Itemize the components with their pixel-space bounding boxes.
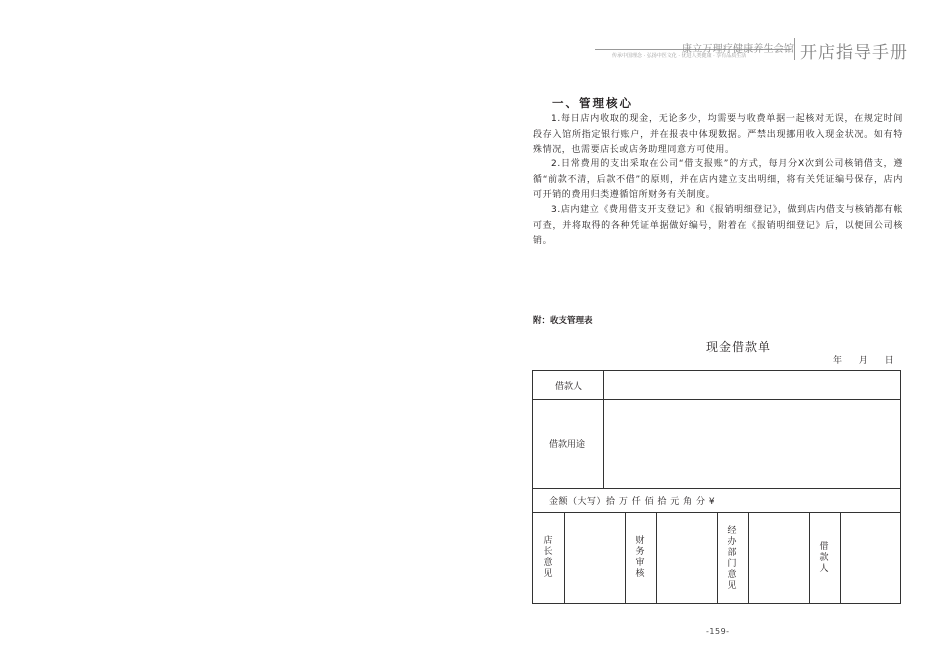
page-number: -159-	[706, 627, 730, 636]
borrower-sign-label: 借款人	[819, 542, 829, 574]
finance-review-label: 财务审核	[635, 536, 645, 579]
date-day-label: 日	[884, 356, 894, 366]
header-separator	[794, 38, 795, 60]
col-divider	[809, 512, 810, 604]
section-heading: 一、管理核心	[552, 96, 633, 110]
header-title: 开店指导手册	[800, 43, 908, 63]
col-divider	[717, 512, 718, 604]
paragraph-1: 1.每日店内收取的现金，无论多少，均需要与收费单据一起核对无误，在规定时间段存入馆所指定银行账户，并在报表中体现数据。严禁出现挪用收入现金状况。如有特殊情况，也需要店长或店务助理同意方可使用。	[533, 114, 903, 155]
date-month-label: 月	[858, 356, 868, 366]
form-title: 现金借款单	[706, 340, 772, 354]
purpose-field[interactable]	[604, 400, 900, 488]
purpose-label: 借款用途	[549, 440, 586, 450]
loan-form-table	[532, 370, 901, 604]
date-year-label: 年	[833, 356, 843, 366]
header-brand: 康立万理疗健康养生会馆	[682, 44, 795, 55]
borrower-field[interactable]	[604, 371, 900, 399]
form-date	[833, 353, 894, 366]
col-divider	[564, 512, 565, 604]
col-divider	[656, 512, 657, 604]
paragraph-3: 3.店内建立《费用借支开支登记》和《报销明细登记》，做到店内借支与核销都有帐可查，并将取得的各种凭证单据做好编号，附着在《报销明细登记》后，以便回公司核销。	[533, 205, 903, 246]
appendix-label: 附：收支管理表	[533, 316, 593, 326]
row-divider	[533, 488, 900, 489]
borrower-label: 借款人	[555, 382, 583, 392]
amount-label: 金额（大写）拾 万 仟 佰 拾 元 角 分 ¥	[549, 497, 716, 507]
header-slogan: 传承中国理念 · 弘扬中医文化 · 优进人类健康 · 享有品质生活	[612, 53, 747, 59]
col-divider	[625, 512, 626, 604]
store-manager-opinion-label: 店长意见	[543, 536, 553, 579]
paragraph-2: 2.日常费用的支出采取在公司“借支报账”的方式，每月分X次到公司核销借支，遵循“前款不清，后款不借”的原则，并在店内建立支出明细，将有关凭证编号保存，店内可开销的费用归类遵循馆所财务有关制度。	[533, 159, 903, 200]
department-opinion-label: 经办部门意见	[727, 526, 737, 591]
col-divider	[840, 512, 841, 604]
col-divider	[748, 512, 749, 604]
